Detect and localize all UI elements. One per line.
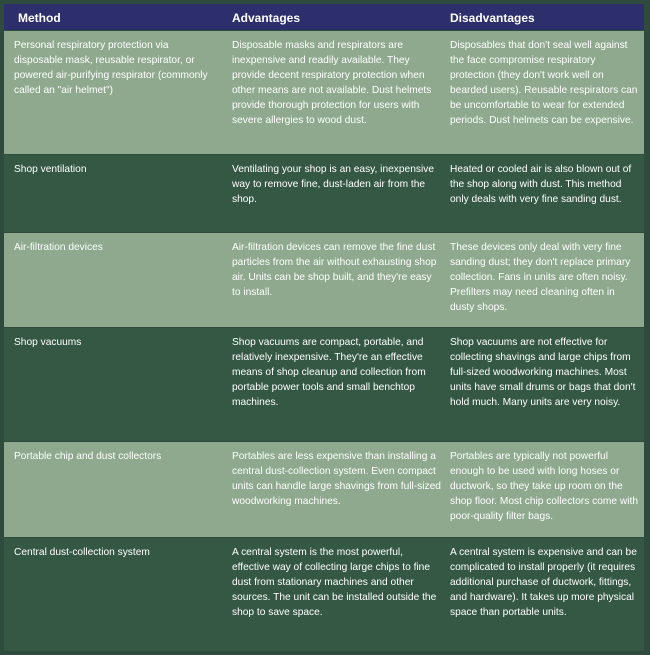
table-row xyxy=(4,328,644,441)
row-method: Shop vacuums xyxy=(14,337,82,348)
row-advantages: Disposable masks and respirators are inexpensive and readily available. They provide decent respiratory protection when other means are not available. Dust helmets provide thorough protection for users with severe allergies to wood dust. xyxy=(232,40,432,126)
table-row xyxy=(4,233,644,327)
row-disadvantages: These devices only deal with very fine sanding dust; they don't replace primary collection. Fans in units are often noisy. Prefilters may need cleaning often in dusty shops. xyxy=(450,242,631,313)
table-header xyxy=(4,4,644,30)
table-row xyxy=(4,538,644,651)
header-disadvantages: Disadvantages xyxy=(450,11,535,25)
table-row xyxy=(4,155,644,232)
row-advantages: Shop vacuums are compact, portable, and relatively inexpensive. They're an effective means of shop cleanup and collection from portable power tools and small benchtop machines. xyxy=(232,337,426,408)
row-disadvantages: Disposables that don't seal well against the face compromise respiratory protection (they don't work well on bearded users). Reusable respirators can be uncomfortable to wear for extended periods. Dust helmets can be expensive. xyxy=(450,40,638,126)
table-row xyxy=(4,442,644,537)
row-disadvantages: Portables are typically not powerful enough to be used with long hoses or ductwork, so they take up room on the shop floor. Most chip collectors come with poor-quality filter bags. xyxy=(450,451,638,522)
row-advantages: A central system is the most powerful, effective way of collecting large chips to fine dust from stationary machines and other sources. The unit can be installed outside the shop to save space. xyxy=(232,547,437,618)
header-advantages: Advantages xyxy=(232,11,301,25)
row-disadvantages: A central system is expensive and can be complicated to install properly (it requires additional purchase of ductwork, fittings, and hardware). It takes up more physical space than portable units. xyxy=(450,547,637,618)
row-method: Air-filtration devices xyxy=(14,242,103,253)
row-method: Shop ventilation xyxy=(14,164,87,175)
row-advantages: Portables are less expensive than installing a central dust-collection system. Even compact units can handle large shavings from full-sized woodworking machines. xyxy=(232,451,441,507)
row-disadvantages: Heated or cooled air is also blown out of the shop along with dust. This method only deals with very fine sanding dust. xyxy=(450,164,632,205)
row-method: Personal respiratory protection via disposable mask, reusable respirator, or powered air-purifying respirator (commonly called an "air helmet") xyxy=(14,40,208,96)
row-advantages: Air-filtration devices can remove the fine dust particles from the air without exhausting shop air. Units can be shop built, and they're easy to install. xyxy=(232,242,437,298)
table-row xyxy=(4,31,644,154)
row-method: Portable chip and dust collectors xyxy=(14,451,162,462)
row-advantages: Ventilating your shop is an easy, inexpensive way to remove fine, dust-laden air from the shop. xyxy=(232,164,434,205)
header-method: Method xyxy=(18,11,61,25)
row-method: Central dust-collection system xyxy=(14,547,150,558)
row-disadvantages: Shop vacuums are not effective for collecting shavings and large chips from full-sized woodworking machines. Most units have small drums or bags that don't hold much. Many units are very noisy. xyxy=(450,337,636,408)
